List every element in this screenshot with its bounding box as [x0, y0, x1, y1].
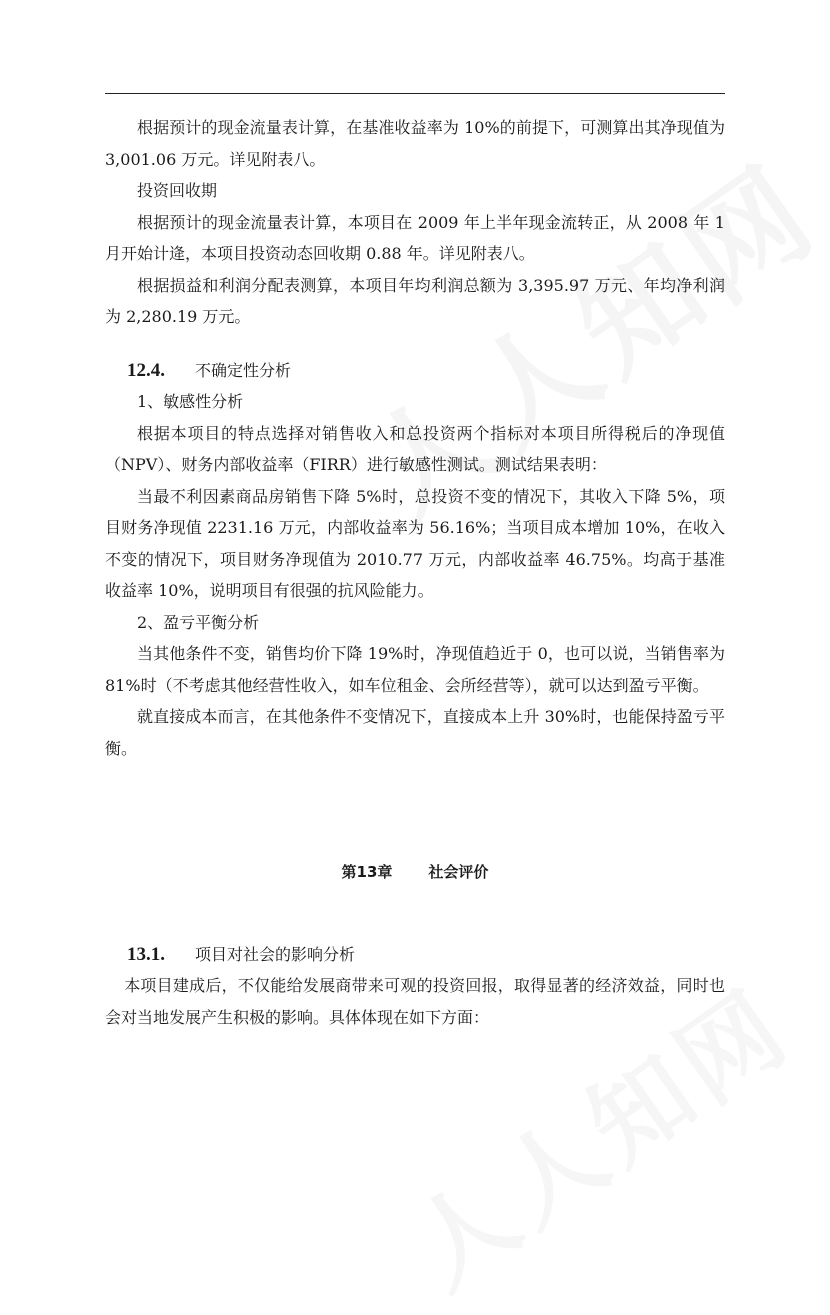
section-number: 13.1.: [127, 943, 165, 965]
section-title: 项目对社会的影响分析: [195, 944, 356, 964]
section-12-4-heading: [127, 355, 725, 387]
chapter-title: 社会评价: [428, 863, 489, 881]
section-title: 不确定性分析: [195, 360, 292, 380]
header-rule: [105, 93, 725, 94]
sensitivity-title: 1、敏感性分析: [137, 392, 244, 411]
chapter-label: 第13章: [341, 863, 393, 881]
section-13-1-heading: [127, 939, 725, 971]
section-number: 12.4.: [127, 359, 165, 381]
sensitivity-paragraph-2: 当最不利因素商品房销售下降 5%时，总投资不变的情况下，其收入下降 5%，项目财务净现值 2231.16 万元，内部收益率为 56.16%；当项目成本增加 10%，在收入不变的情况下，项目财务净现值为 2010.77 万元，内部收益率 46.75%。均高于基准收益率 10%，说明项目有很强的抗风险能力。: [105, 486, 725, 600]
sensitivity-paragraph-1: 根据本项目的特点选择对销售收入和总投资两个指标对本项目所得税后的净现值（NPV）、财务内部收益率（FIRR）进行敏感性测试。测试结果表明：: [105, 423, 725, 474]
document-body: [105, 112, 725, 1033]
chapter-13-title: [105, 857, 725, 889]
breakeven-paragraph-2: 就直接成本而言，在其他条件不变情况下，直接成本上升 30%时，也能保持盈亏平衡。: [105, 707, 725, 758]
breakeven-title: 2、盈亏平衡分析: [137, 612, 260, 632]
payback-paragraph: 根据预计的现金流量表计算，本项目在 2009 年上半年现金流转正，从 2008 年 1 月开始计逄，本项目投资动态回收期 0.88 年。详见附表八。: [105, 212, 725, 263]
breakeven-paragraph-1: 当其他条件不变，销售均价下降 19%时，净现值趋近于 0，也可以说，当销售率为 81%时（不考虑其他经营性收入，如车位租金、会所经营等），就可以达到盈亏平衡。: [105, 644, 725, 695]
profit-paragraph: 根据损益和利润分配表测算，本项目年均利润总额为 3,395.97 万元、年均净利润为 2,280.19 万元。: [105, 275, 725, 326]
payback-title: 投资回收期: [137, 181, 218, 200]
npv-paragraph: 根据预计的现金流量表计算，在基准收益率为 10%的前提下，可测算出其净现值为 3,001.06 万元。详见附表八。: [105, 118, 725, 169]
impact-paragraph: 本项目建成后，不仅能给发展商带来可观的投资回报，取得显著的经济效益，同时也会对当地发展产生积极的影响。具体体现在如下方面：: [105, 976, 725, 1027]
